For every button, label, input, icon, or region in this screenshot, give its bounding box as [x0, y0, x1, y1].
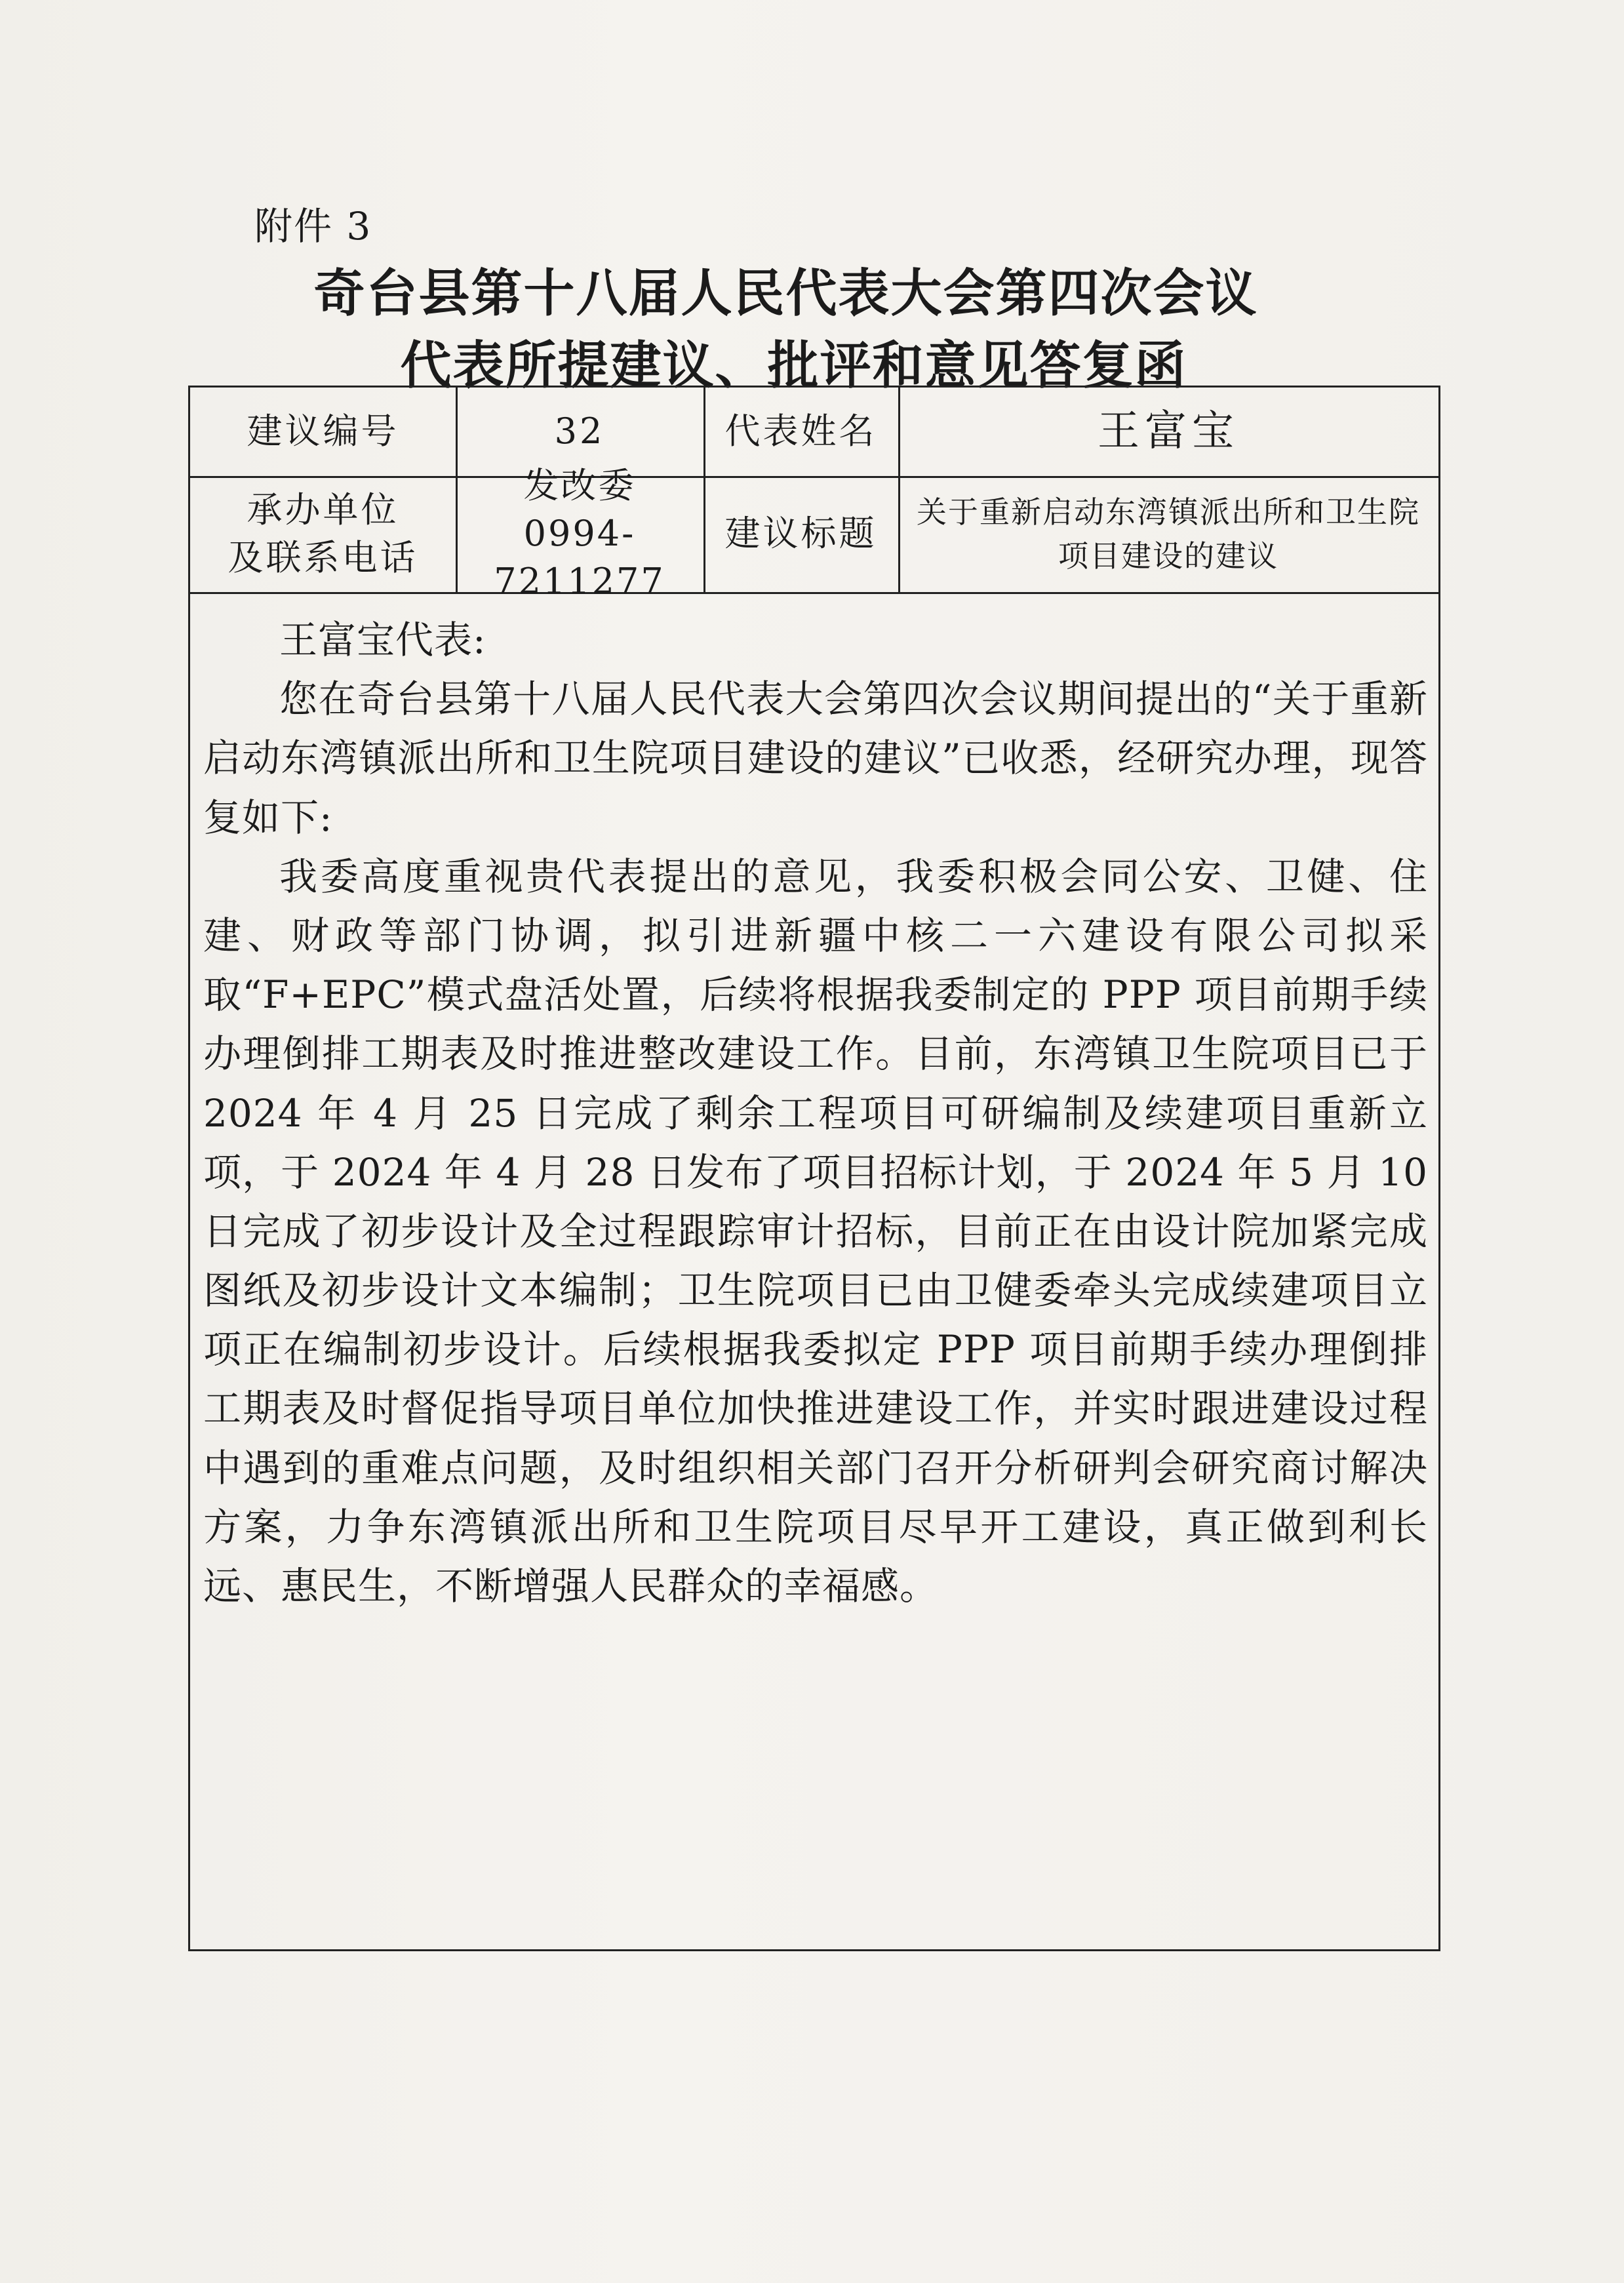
letter-paragraph-2: 我委高度重视贵代表提出的意见，我委积极会同公安、卫健、住建、财政等部门协调，拟引进新疆中核二一六建设有限公司拟采取“F+EPC”模式盘活处置，后续将根据我委制定的 PPP 项目前期手续办理倒排工期表及时推进整改建设工作。目前，东湾镇卫生院项目已于 2024 年 4 月 25 日完成了剩余工程项目可研编制及续建项目重新立项，于 2024 年 4 月 28 日发布了项目招标计划，于 2024 年 5 月 10 日完成了初步设计及全过程跟踪审计招标，目前正在由设计院加紧完成图纸及初步设计文本编制；卫生院项目已由卫健委牵头完成续建项目立项正在编制初步设计。后续根据我委拟定 PPP 项目前期手续办理倒排工期表及时督促指导项目单位加快推进建设工作，并实时跟进建设过程中遇到的重难点问题，及时组织相关部门召开分析研判会研究商讨解决方案，力争东湾镇派出所和卫生院项目尽早开工建设，真正做到利长远、惠民生，不断增强人民群众的幸福感。 [203, 854, 1428, 1608]
table-row-divider [190, 592, 1438, 594]
document-title-line-2: 代表所提建议、批评和意见答复函 [400, 336, 1187, 395]
handling-unit-value [456, 465, 703, 602]
handling-unit-label-line-1: 承办单位 [247, 488, 399, 530]
suggestion-number-label: 建议编号 [247, 410, 399, 452]
letter-salutation: 王富宝代表: [279, 618, 486, 662]
handling-unit-label [190, 476, 456, 592]
handling-unit-label-line-2: 及联系电话 [228, 536, 418, 578]
suggestion-subject-label: 建议标题 [724, 513, 877, 555]
suggestion-subject-line-2: 项目建设的建议 [1058, 538, 1278, 574]
suggestion-subject-value [898, 476, 1438, 592]
representative-name-value: 王富宝 [1098, 407, 1239, 456]
attachment-label: 附件 3 [254, 204, 372, 248]
reply-letter-body [203, 610, 1428, 1616]
letter-paragraph-1: 您在奇台县第十八届人民代表大会第四次会议期间提出的“关于重新启动东湾镇派出所和卫生院项目建设的建议”已收悉，经研究办理，现答复如下: [203, 677, 1428, 840]
reply-form-table [188, 386, 1440, 1951]
handling-unit-phone: 0994-7211277 [494, 513, 665, 602]
suggestion-number-value: 32 [554, 410, 605, 452]
document-title-line-1: 奇台县第十八届人民代表大会第四次会议 [313, 264, 1258, 323]
handling-unit-name: 发改委 [523, 465, 636, 507]
representative-name-label: 代表姓名 [724, 410, 877, 452]
suggestion-subject-line-1: 关于重新启动东湾镇派出所和卫生院 [917, 494, 1420, 530]
